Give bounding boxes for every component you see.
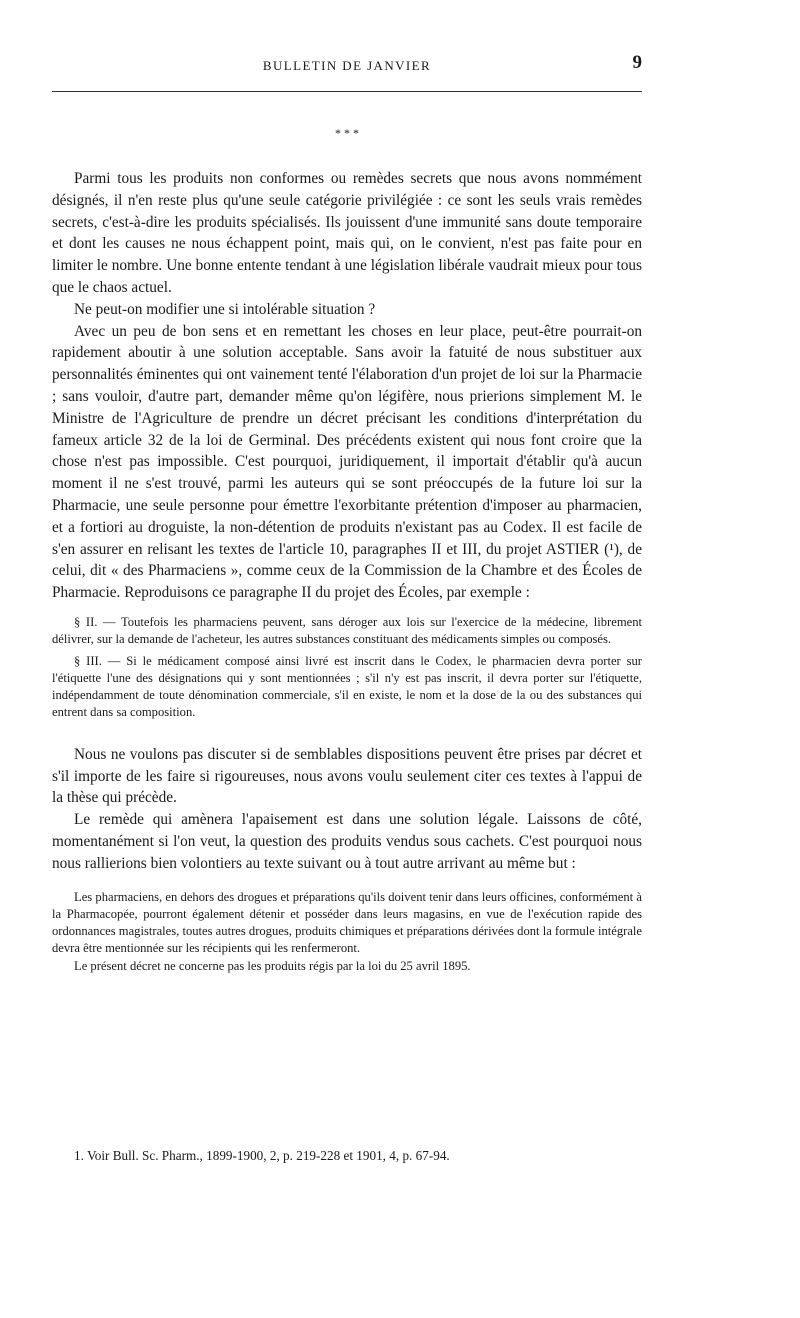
- quoted-law-excerpt: [52, 614, 642, 722]
- paragraph-4: Nous ne voulons pas discuter si de semblables dispositions peuvent être prises par décret et s'il importe de les faire si rigoureuses, nous avons voulu seulement citer ces textes à l'appui de la thèse qui précède.: [52, 745, 642, 807]
- header-rule: [52, 91, 642, 92]
- footnote: 1. Voir Bull. Sc. Pharm., 1899-1900, 2, p. 219-228 et 1901, 4, p. 67-94.: [74, 1148, 450, 1163]
- article-body: [52, 168, 642, 975]
- paragraph-2: Ne peut-on modifier une si intolérable situation ?: [74, 300, 376, 318]
- page-header: [52, 52, 642, 82]
- running-title: BULLETIN DE JANVIER: [262, 58, 432, 73]
- paragraph-1: Parmi tous les produits non conformes ou remèdes secrets que nous avons nommément désignés, il n'en reste plus qu'une seule catégorie privilégiée : ce sont les seuls vrais remèdes secrets, c'est-à-dire les produits spécialisés. Ils jouissent d'une immunité sans doute temporaire et dont les causes ne nous échappent point, mais qui, on le convient, n'est pas faite pour en limiter le nombre. Une bonne entente tendant à une législation libérale vaudrait mieux pour tous que le chaos actuel.: [52, 170, 642, 296]
- decree-paragraph-1: Les pharmaciens, en dehors des drogues et préparations qu'ils doivent tenir dans leurs officines, conformément à la Pharmacopée, pourront également détenir et posséder dans leurs magasins, en vue de l'exécution rapide des ordonnances magistrales, toutes autres drogues, produits chimiques et préparations dérivées dont la formule intégrale devra être mentionnée sur les récipients qui les renfermeront.: [52, 889, 642, 956]
- paragraph-3: Avec un peu de bon sens et en remettant les choses en leur place, peut-être pourrait-on rapidement aboutir à une solution acceptable. Sans avoir la fatuité de nous substituer aux personnalités éminentes qui ont vainement tenté l'élaboration d'un projet de loi sur la Pharmacie ; sans vouloir, d'autre part, demander même qu'on légifère, nous prierions simplement M. le Ministre de l'Agriculture de prendre un décret précisant les conditions d'interprétation du fameux article 32 de la loi de Germinal. Des précédents existent qui nous font croire que la chose n'est pas impossible. C'est pourquoi, juridiquement, il importait d'établir qu'à aucun moment il ne s'est trouvé, parmi les auteurs qui se sont préoccupés de la future loi sur la Pharmacie, une seule personne pour émettre l'exorbitante prétention d'imposer au pharmacien, et a fortiori au droguiste, la non-détention de produits n'existant pas au Codex. Il est facile de s'en assurer en relisant les textes de l'article 10, paragraphes II et III, du projet ASTIER (¹), de celui, dit « des Pharmaciens », comme ceux de la Commission de la Chambre et des Écoles de Pharmacie. Reproduisons ce paragraphe II du projet des Écoles, par exemple :: [52, 322, 642, 602]
- decree-paragraph-2: Le présent décret ne concerne pas les produits régis par la loi du 25 avril 1895.: [74, 958, 471, 973]
- quote-paragraph-iii: § III. — Si le médicament composé ainsi livré est inscrit dans le Codex, le pharmacien devra porter sur l'étiquette l'une des désignations qui y sont mentionnées ; s'il n'y est pas inscrit, il devra porter sur l'étiquette, indépendamment de toute dénomination commerciale, s'il en existe, le nom et la dose de la ou des substances qui entrent dans sa composition.: [52, 653, 642, 720]
- quote-paragraph-ii: § II. — Toutefois les pharmaciens peuvent, sans déroger aux lois sur l'exercice de la médecine, librement délivrer, sur la demande de l'acheteur, les autres substances constituant des médicaments simples ou composés.: [52, 614, 642, 647]
- paragraph-5: Le remède qui amènera l'apaisement est dans une solution légale. Laissons de côté, momentanément si l'on veut, la question des produits vendus sous cachets. C'est pourquoi nous nous rallierions bien volontiers au texte suivant ou à tout autre arrivant au même but :: [52, 811, 642, 872]
- page-number: 9: [632, 52, 642, 73]
- proposed-decree-text: [52, 889, 642, 975]
- section-separator: * * *: [335, 126, 359, 140]
